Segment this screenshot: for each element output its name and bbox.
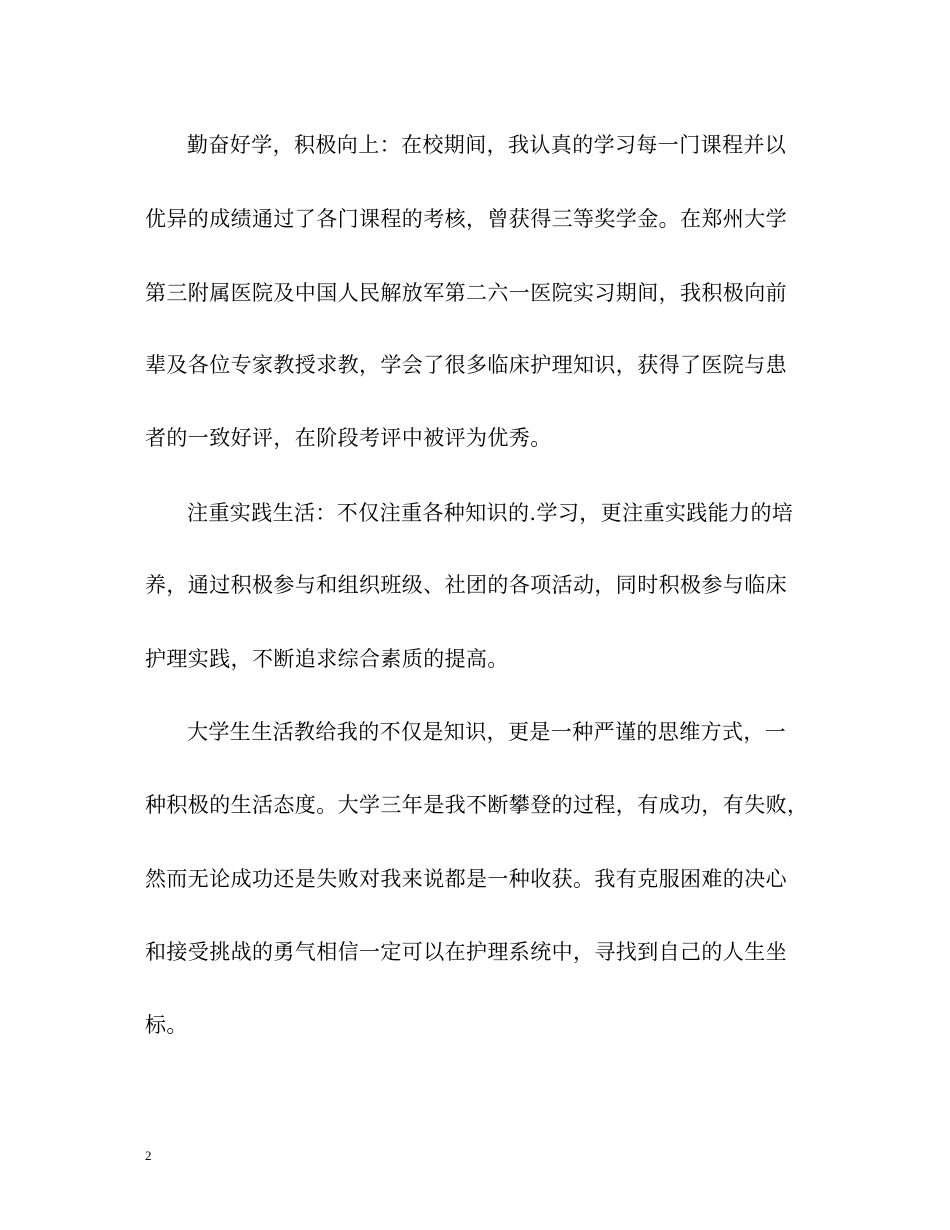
paragraph-3-line-4: 和接受挑战的勇气相信一定可以在护理系统中，寻找到自己的人生坐: [145, 940, 787, 964]
paragraph-1-line-4: 辈及各位专家教授求教，学会了很多临床护理知识，获得了医院与患: [145, 353, 787, 377]
paragraph-3-line-3: 然而无论成功还是失败对我来说都是一种收获。我有克服困难的决心: [145, 867, 787, 891]
paragraph-1-line-2: 优异的成绩通过了各门课程的考核，曾获得三等奖学金。在郑州大学: [145, 207, 787, 231]
paragraph-1-line-5: 者的一致好评，在阶段考评中被评为优秀。: [145, 426, 552, 450]
paragraph-2-line-2: 养，通过积极参与和组织班级、社团的各项活动，同时积极参与临床: [145, 573, 787, 597]
paragraph-2-line-3: 护理实践，不断追求综合素质的提高。: [145, 647, 509, 671]
paragraph-3-line-5: 标。: [145, 1013, 188, 1037]
paragraph-3-line-2: 种积极的生活态度。大学三年是我不断攀登的过程，有成功，有失败，: [145, 793, 809, 817]
paragraph-1-line-3: 第三附属医院及中国人民解放军第二六一医院实习期间，我积极向前: [145, 281, 787, 305]
paragraph-3-line-1: 大学生生活教给我的不仅是知识，更是一种严谨的思维方式，一: [187, 720, 787, 744]
paragraph-1-line-1: 勤奋好学，积极向上：在校期间，我认真的学习每一门课程并以: [187, 133, 787, 157]
paragraph-2-line-1: 注重实践生活：不仅注重各种知识的.学习，更注重实践能力的培: [187, 501, 794, 525]
page-number: 2: [145, 1148, 152, 1163]
